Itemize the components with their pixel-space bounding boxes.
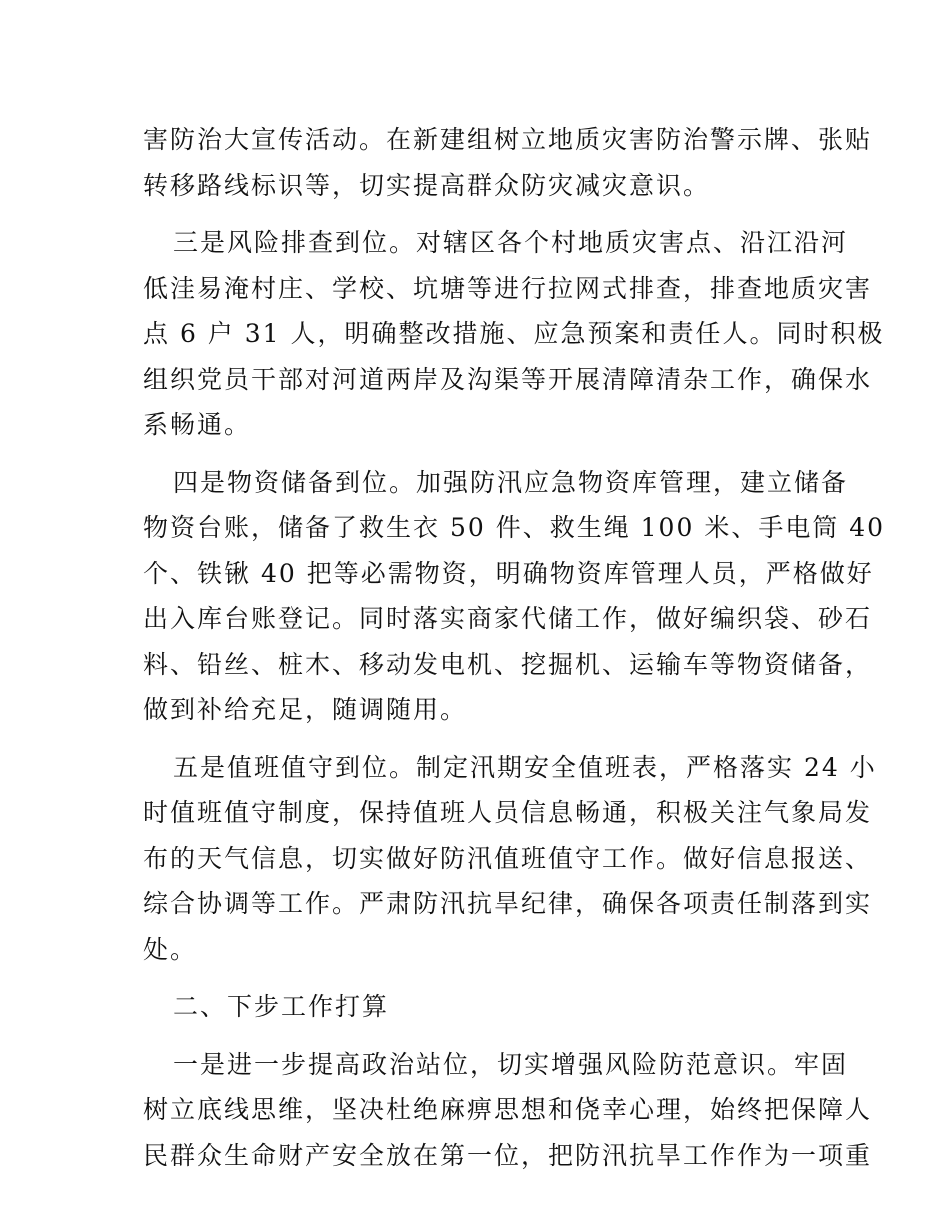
text-line: 一是进一步提高政治站位，切实增强风险防范意识。牢固 bbox=[173, 1049, 849, 1079]
paragraph-supplies bbox=[143, 460, 886, 733]
paragraph-next-steps bbox=[143, 1042, 873, 1179]
paragraph-duty bbox=[143, 745, 877, 973]
text-line: 民群众生命财产安全放在第一位，把防汛抗旱工作作为一项重 bbox=[143, 1140, 873, 1170]
text-line: 综合协调等工作。严肃防汛抗旱纪律，确保各项责任制落到实 bbox=[143, 889, 873, 918]
text-line: 布的天气信息，切实做好防汛值班值守工作。做好信息报送、 bbox=[143, 843, 873, 873]
text-line: 低洼易淹村庄、学校、坑塘等进行拉网式排查，排查地质灾害 bbox=[143, 273, 873, 303]
section-heading bbox=[143, 984, 813, 1030]
text-line: 点 6 户 31 人，明确整改措施、应急预案和责任人。同时积极 bbox=[143, 319, 885, 348]
paragraph-risk-check bbox=[143, 220, 885, 448]
paragraph-continuation bbox=[143, 117, 873, 208]
text-line: 做到补给充足，随调随用。 bbox=[143, 695, 468, 724]
text-line: 时值班值守制度，保持值班人员信息畅通，积极关注气象局发 bbox=[143, 798, 873, 827]
text-line: 转移路线标识等，切实提高群众防灾减灾意识。 bbox=[143, 170, 711, 200]
text-line: 个、铁锹 40 把等必需物资，明确物资库管理人员，严格做好 bbox=[143, 558, 874, 588]
document-body bbox=[143, 117, 886, 1178]
text-line: 料、铅丝、桩木、移动发电机、挖掘机、运输车等物资储备， bbox=[143, 649, 873, 679]
text-line: 出入库台账登记。同时落实商家代储工作，做好编织袋、砂石 bbox=[143, 604, 873, 633]
text-line: 害防治大宣传活动。在新建组树立地质灾害防治警示牌、张贴 bbox=[143, 125, 873, 154]
text-line: 处。 bbox=[143, 934, 198, 964]
text-line: 四是物资储备到位。加强防汛应急物资库管理，建立储备 bbox=[173, 467, 849, 497]
text-line: 物资台账，储备了救生衣 50 件、救生绳 100 米、手电筒 40 bbox=[143, 513, 886, 542]
text-line: 三是风险排查到位。对辖区各个村地质灾害点、沿江沿河 bbox=[173, 228, 849, 257]
text-line: 组织党员干部对河道两岸及沟渠等开展清障清杂工作，确保水 bbox=[143, 364, 873, 394]
heading-text: 二、下步工作打算 bbox=[173, 992, 390, 1021]
text-line: 系畅通。 bbox=[143, 410, 252, 439]
text-line: 五是值班值守到位。制定汛期安全值班表，严格落实 24 小 bbox=[173, 752, 877, 782]
text-line: 树立底线思维，坚决杜绝麻痹思想和侥幸心理，始终把保障人 bbox=[143, 1095, 873, 1124]
